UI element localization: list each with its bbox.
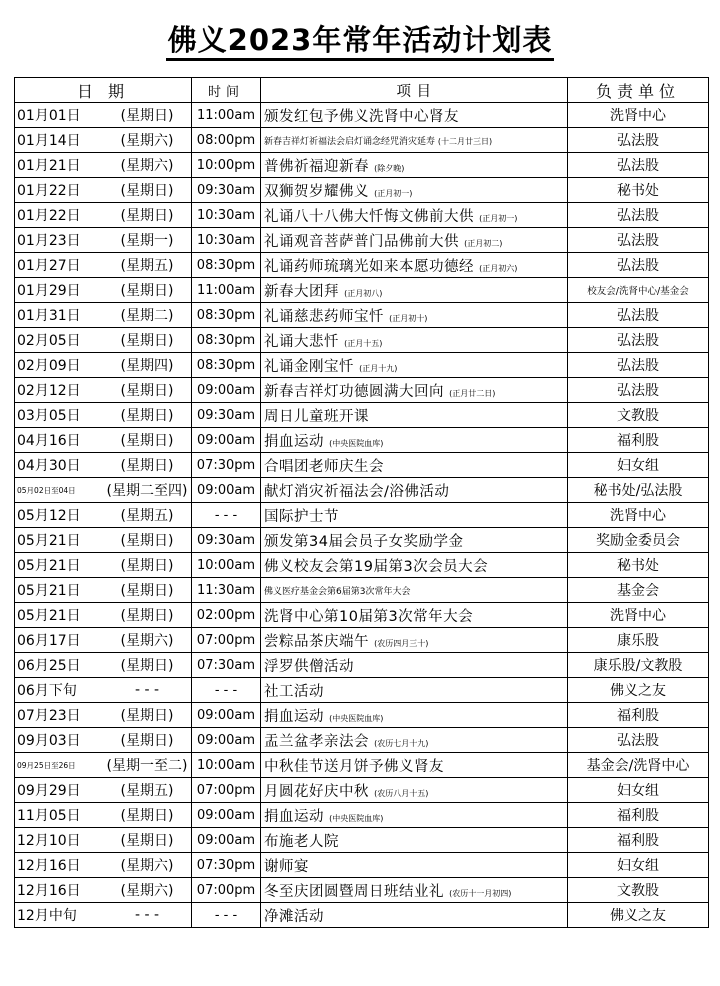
date-cell: 02月12日 (15, 378, 104, 403)
table-row (15, 178, 709, 203)
item-cell (261, 328, 568, 353)
dept-cell: 洗肾中心 (568, 603, 709, 628)
item-text: 佛义医疗基金会第6届第3次常年大会 (264, 586, 411, 597)
dept-cell: 文教股 (568, 403, 709, 428)
item-cell (261, 603, 568, 628)
item-note: (正月初一) (479, 213, 518, 223)
dept-cell: 秘书处 (568, 178, 709, 203)
item-text: 礼诵药师琉璃光如来本愿功德经 (264, 258, 474, 275)
table-row (15, 753, 709, 778)
table-row (15, 278, 709, 303)
time-cell: 07:00pm (192, 628, 261, 653)
weekday-cell: - - - (103, 678, 192, 703)
date-cell: 09月29日 (15, 778, 104, 803)
table-row (15, 228, 709, 253)
date-cell: 06月17日 (15, 628, 104, 653)
table-row (15, 553, 709, 578)
weekday-cell: (星期六) (103, 628, 192, 653)
item-text: 礼诵八十八佛大忏悔文佛前大供 (264, 208, 474, 225)
item-note: (正月初八) (344, 288, 383, 298)
dept-cell: 弘法股 (568, 228, 709, 253)
item-text: 捐血运动 (264, 808, 324, 825)
weekday-cell: (星期日) (103, 653, 192, 678)
table-row (15, 678, 709, 703)
item-text: 佛义校友会第19届第3次会员大会 (264, 558, 489, 575)
date-cell: 01月22日 (15, 178, 104, 203)
item-text: 净滩活动 (264, 908, 324, 925)
time-cell: - - - (192, 903, 261, 928)
dept-cell: 基金会/洗肾中心 (568, 753, 709, 778)
item-text: 谢师宴 (264, 858, 309, 875)
date-cell: 03月05日 (15, 403, 104, 428)
item-text: 颁发第34届会员子女奖励学金 (264, 533, 464, 550)
item-cell (261, 803, 568, 828)
table-row (15, 128, 709, 153)
dept-cell: 奖励金委员会 (568, 528, 709, 553)
item-cell (261, 878, 568, 903)
date-cell: 05月21日 (15, 528, 104, 553)
item-text: 新春吉祥灯功德圆满大回向 (264, 383, 444, 400)
table-row (15, 853, 709, 878)
time-cell: 08:00pm (192, 128, 261, 153)
time-cell: 10:30am (192, 228, 261, 253)
item-cell (261, 503, 568, 528)
date-cell: 01月23日 (15, 228, 104, 253)
table-row (15, 253, 709, 278)
weekday-cell: (星期日) (103, 528, 192, 553)
time-cell: 09:00am (192, 728, 261, 753)
table-row (15, 103, 709, 128)
table-row (15, 828, 709, 853)
date-cell: 01月31日 (15, 303, 104, 328)
time-cell: 08:30pm (192, 253, 261, 278)
date-cell: 12月中旬 (15, 903, 104, 928)
time-cell: 09:30am (192, 403, 261, 428)
table-row (15, 378, 709, 403)
weekday-cell: (星期日) (103, 178, 192, 203)
weekday-cell: (星期五) (103, 253, 192, 278)
table-row (15, 353, 709, 378)
item-cell (261, 153, 568, 178)
table-row (15, 603, 709, 628)
item-text: 礼诵大悲忏 (264, 333, 339, 350)
weekday-cell: (星期日) (103, 453, 192, 478)
weekday-cell: (星期一) (103, 228, 192, 253)
item-text: 布施老人院 (264, 833, 339, 850)
dept-cell: 基金会 (568, 578, 709, 603)
header-time: 时间 (192, 78, 261, 103)
page-title: 佛义2023年常年活动计划表 (0, 18, 720, 59)
time-cell: 08:30pm (192, 303, 261, 328)
item-cell (261, 578, 568, 603)
item-text: 浮罗供僧活动 (264, 658, 354, 675)
item-text: 中秋佳节送月饼予佛义肾友 (264, 758, 444, 775)
item-text: 捐血运动 (264, 708, 324, 725)
item-cell (261, 353, 568, 378)
item-text: 冬至庆团圆暨周日班结业礼 (264, 883, 444, 900)
weekday-cell: (星期日) (103, 703, 192, 728)
item-text: 国际护士节 (264, 508, 339, 525)
dept-cell: 康乐股/文教股 (568, 653, 709, 678)
date-cell: 04月30日 (15, 453, 104, 478)
dept-cell: 洗肾中心 (568, 503, 709, 528)
date-cell: 05月21日 (15, 553, 104, 578)
table-row (15, 453, 709, 478)
dept-cell: 文教股 (568, 878, 709, 903)
dept-cell: 康乐股 (568, 628, 709, 653)
date-cell: 06月25日 (15, 653, 104, 678)
date-cell: 05月21日 (15, 603, 104, 628)
item-text: 献灯消灾祈福法会/浴佛活动 (264, 483, 450, 500)
date-cell: 05月12日 (15, 503, 104, 528)
time-cell: 09:00am (192, 378, 261, 403)
weekday-cell: (星期一至二) (103, 753, 192, 778)
item-note: (除夕晚) (374, 163, 405, 173)
table-row (15, 578, 709, 603)
dept-cell: 福利股 (568, 703, 709, 728)
table-row (15, 728, 709, 753)
table-row (15, 403, 709, 428)
item-cell (261, 303, 568, 328)
weekday-cell: (星期日) (103, 603, 192, 628)
time-cell: 09:00am (192, 828, 261, 853)
date-cell: 12月10日 (15, 828, 104, 853)
weekday-cell: (星期四) (103, 353, 192, 378)
weekday-cell: (星期日) (103, 203, 192, 228)
date-cell: 02月05日 (15, 328, 104, 353)
weekday-cell: (星期五) (103, 778, 192, 803)
item-cell (261, 378, 568, 403)
item-text: 合唱团老师庆生会 (264, 458, 384, 475)
item-note: (中央医院血库) (329, 438, 384, 448)
weekday-cell: (星期五) (103, 503, 192, 528)
weekday-cell: (星期六) (103, 128, 192, 153)
date-cell: 01月01日 (15, 103, 104, 128)
header-item: 项 目 (261, 78, 568, 103)
weekday-cell: (星期六) (103, 878, 192, 903)
weekday-cell: - - - (103, 903, 192, 928)
time-cell: 10:00pm (192, 153, 261, 178)
time-cell: 10:00am (192, 753, 261, 778)
item-text: 双狮贺岁耀佛义 (264, 183, 369, 200)
weekday-cell: (星期六) (103, 853, 192, 878)
dept-cell: 弘法股 (568, 378, 709, 403)
item-cell (261, 103, 568, 128)
time-cell: - - - (192, 678, 261, 703)
item-text: 盂兰盆孝亲法会 (264, 733, 369, 750)
item-text: 礼诵慈悲药师宝忏 (264, 308, 384, 325)
dept-cell: 弘法股 (568, 728, 709, 753)
table-row (15, 778, 709, 803)
table-row (15, 503, 709, 528)
weekday-cell: (星期六) (103, 153, 192, 178)
item-text: 捐血运动 (264, 433, 324, 450)
item-text: 礼诵金刚宝忏 (264, 358, 354, 375)
time-cell: 09:00am (192, 803, 261, 828)
item-text: 月圆花好庆中秋 (264, 783, 369, 800)
item-cell (261, 278, 568, 303)
time-cell: 02:00pm (192, 603, 261, 628)
weekday-cell: (星期日) (103, 578, 192, 603)
dept-cell: 福利股 (568, 803, 709, 828)
dept-cell: 妇女组 (568, 778, 709, 803)
item-note: (正月廿二日) (449, 388, 496, 398)
item-note: (农历七月十九) (374, 738, 429, 748)
item-text: 颁发红包予佛义洗肾中心肾友 (264, 108, 459, 125)
dept-cell: 佛义之友 (568, 678, 709, 703)
item-cell (261, 653, 568, 678)
schedule-table (14, 77, 709, 928)
weekday-cell: (星期二) (103, 303, 192, 328)
date-cell: 12月16日 (15, 853, 104, 878)
item-cell (261, 478, 568, 503)
item-text: 洗肾中心第10届第3次常年大会 (264, 608, 474, 625)
item-cell (261, 678, 568, 703)
table-row (15, 803, 709, 828)
time-cell: 07:30am (192, 653, 261, 678)
dept-cell: 佛义之友 (568, 903, 709, 928)
item-cell (261, 753, 568, 778)
item-cell (261, 553, 568, 578)
weekday-cell: (星期日) (103, 828, 192, 853)
item-text: 普佛祈福迎新春 (264, 158, 369, 175)
dept-cell: 弘法股 (568, 128, 709, 153)
table-row (15, 428, 709, 453)
item-note: (农历十一月初四) (449, 888, 512, 898)
item-note: (中央医院血库) (329, 813, 384, 823)
dept-cell: 校友会/洗肾中心/基金会 (568, 278, 709, 303)
item-cell (261, 428, 568, 453)
weekday-cell: (星期日) (103, 803, 192, 828)
time-cell: 08:30pm (192, 328, 261, 353)
item-cell (261, 453, 568, 478)
item-text: 新春大团拜 (264, 283, 339, 300)
date-cell: 01月14日 (15, 128, 104, 153)
header-row (15, 78, 709, 103)
table-row (15, 478, 709, 503)
dept-cell: 弘法股 (568, 303, 709, 328)
dept-cell: 秘书处/弘法股 (568, 478, 709, 503)
time-cell: 07:00pm (192, 878, 261, 903)
item-cell (261, 903, 568, 928)
date-cell: 09月03日 (15, 728, 104, 753)
item-cell (261, 128, 568, 153)
item-note: (正月十九) (359, 363, 398, 373)
dept-cell: 妇女组 (568, 853, 709, 878)
item-note: (农历四月三十) (374, 638, 429, 648)
item-cell (261, 728, 568, 753)
item-cell (261, 853, 568, 878)
weekday-cell: (星期二至四) (103, 478, 192, 503)
date-cell: 06月下旬 (15, 678, 104, 703)
item-cell (261, 178, 568, 203)
item-cell (261, 778, 568, 803)
time-cell: 09:00am (192, 428, 261, 453)
weekday-cell: (星期日) (103, 278, 192, 303)
time-cell: 10:00am (192, 553, 261, 578)
weekday-cell: (星期日) (103, 103, 192, 128)
header-date: 日 期 (15, 78, 192, 103)
item-note: (十二月廿三日) (437, 136, 493, 146)
date-cell: 09月25日至26日 (15, 753, 104, 778)
date-cell: 04月16日 (15, 428, 104, 453)
dept-cell: 福利股 (568, 428, 709, 453)
weekday-cell: (星期日) (103, 403, 192, 428)
weekday-cell: (星期日) (103, 378, 192, 403)
schedule-rows (15, 103, 709, 928)
table-row (15, 703, 709, 728)
item-text: 社工活动 (264, 683, 324, 700)
weekday-cell: (星期日) (103, 428, 192, 453)
time-cell: 11:00am (192, 278, 261, 303)
dept-cell: 洗肾中心 (568, 103, 709, 128)
table-row (15, 303, 709, 328)
dept-cell: 弘法股 (568, 203, 709, 228)
dept-cell: 秘书处 (568, 553, 709, 578)
table-row (15, 203, 709, 228)
item-cell (261, 828, 568, 853)
item-cell (261, 628, 568, 653)
dept-cell: 弘法股 (568, 353, 709, 378)
dept-cell: 弘法股 (568, 328, 709, 353)
date-cell: 01月29日 (15, 278, 104, 303)
time-cell: - - - (192, 503, 261, 528)
time-cell: 11:00am (192, 103, 261, 128)
date-cell: 12月16日 (15, 878, 104, 903)
time-cell: 09:30am (192, 528, 261, 553)
table-row (15, 528, 709, 553)
date-cell: 01月27日 (15, 253, 104, 278)
dept-cell: 弘法股 (568, 153, 709, 178)
weekday-cell: (星期日) (103, 553, 192, 578)
table-row (15, 153, 709, 178)
item-note: (正月初二) (464, 238, 503, 248)
time-cell: 07:30pm (192, 853, 261, 878)
item-cell (261, 703, 568, 728)
item-note: (正月初六) (479, 263, 518, 273)
table-row (15, 878, 709, 903)
item-cell (261, 403, 568, 428)
time-cell: 09:30am (192, 178, 261, 203)
time-cell: 07:30pm (192, 453, 261, 478)
item-text: 尝粽品茶庆端午 (264, 633, 369, 650)
table-row (15, 903, 709, 928)
item-cell (261, 253, 568, 278)
item-cell (261, 203, 568, 228)
dept-cell: 妇女组 (568, 453, 709, 478)
item-cell (261, 528, 568, 553)
time-cell: 07:00pm (192, 778, 261, 803)
date-cell: 05月02日至04日 (15, 478, 104, 503)
time-cell: 10:30am (192, 203, 261, 228)
date-cell: 07月23日 (15, 703, 104, 728)
date-cell: 01月21日 (15, 153, 104, 178)
date-cell: 11月05日 (15, 803, 104, 828)
time-cell: 08:30pm (192, 353, 261, 378)
date-cell: 01月22日 (15, 203, 104, 228)
weekday-cell: (星期日) (103, 328, 192, 353)
header-dept: 负责单位 (568, 78, 709, 103)
dept-cell: 福利股 (568, 828, 709, 853)
table-row (15, 653, 709, 678)
date-cell: 05月21日 (15, 578, 104, 603)
time-cell: 11:30am (192, 578, 261, 603)
item-note: (正月初十) (389, 313, 428, 323)
dept-cell: 弘法股 (568, 253, 709, 278)
weekday-cell: (星期日) (103, 728, 192, 753)
date-cell: 02月09日 (15, 353, 104, 378)
table-row (15, 628, 709, 653)
item-cell (261, 228, 568, 253)
item-text: 周日儿童班开课 (264, 408, 369, 425)
item-text: 新春吉祥灯祈福法会启灯诵念经咒消灾延寿 (264, 136, 436, 147)
item-note: (正月十五) (344, 338, 383, 348)
item-note: (中央医院血库) (329, 713, 384, 723)
time-cell: 09:00am (192, 703, 261, 728)
item-text: 礼诵观音菩萨普门品佛前大供 (264, 233, 459, 250)
item-note: (农历八月十五) (374, 788, 429, 798)
item-note: (正月初一) (374, 188, 413, 198)
table-row (15, 328, 709, 353)
time-cell: 09:00am (192, 478, 261, 503)
